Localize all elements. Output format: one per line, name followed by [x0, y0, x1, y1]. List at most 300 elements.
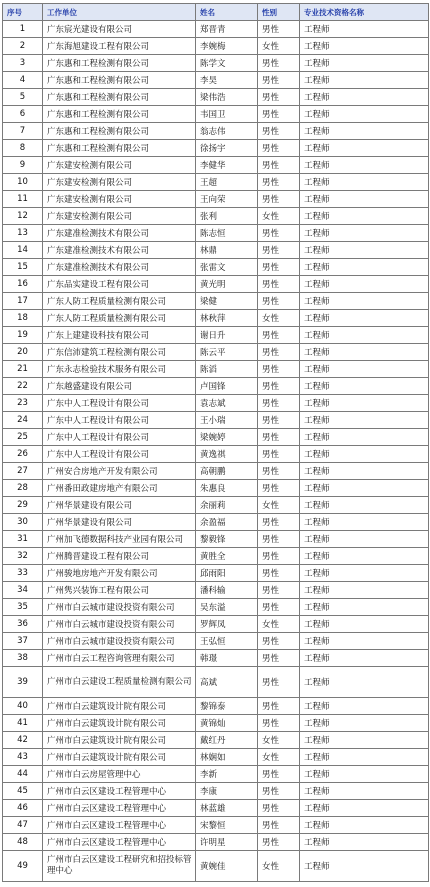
header-gender: 性别	[258, 4, 300, 21]
cell-unit: 广州市白云城市建设投资有限公司	[43, 599, 196, 616]
cell-unit: 广东惠和工程检测有限公司	[43, 140, 196, 157]
table-row	[3, 225, 429, 242]
cell-qualification: 工程师	[300, 616, 429, 633]
cell-name: 谢日升	[196, 327, 258, 344]
cell-unit: 广东建安检测有限公司	[43, 174, 196, 191]
cell-no: 32	[3, 548, 43, 565]
cell-qualification: 工程师	[300, 715, 429, 732]
cell-no: 44	[3, 766, 43, 783]
cell-gender: 男性	[258, 259, 300, 276]
cell-name: 潘科输	[196, 582, 258, 599]
cell-gender: 男性	[258, 480, 300, 497]
cell-name: 林蓝雄	[196, 800, 258, 817]
cell-qualification: 工程师	[300, 633, 429, 650]
cell-name: 陈云平	[196, 344, 258, 361]
table-row	[3, 698, 429, 715]
cell-gender: 男性	[258, 55, 300, 72]
cell-no: 43	[3, 749, 43, 766]
cell-gender: 男性	[258, 89, 300, 106]
cell-unit: 广东信沛建筑工程检测有限公司	[43, 344, 196, 361]
cell-unit: 广东人防工程质量检测有限公司	[43, 293, 196, 310]
cell-gender: 男性	[258, 361, 300, 378]
cell-gender: 女性	[258, 732, 300, 749]
cell-no: 36	[3, 616, 43, 633]
cell-no: 23	[3, 395, 43, 412]
cell-unit: 广州华景建设有限公司	[43, 497, 196, 514]
cell-no: 20	[3, 344, 43, 361]
cell-gender: 男性	[258, 783, 300, 800]
cell-name: 卢国锋	[196, 378, 258, 395]
cell-name: 王弘恒	[196, 633, 258, 650]
cell-qualification: 工程师	[300, 191, 429, 208]
table-row	[3, 616, 429, 633]
cell-gender: 女性	[258, 749, 300, 766]
cell-gender: 男性	[258, 412, 300, 429]
cell-qualification: 工程师	[300, 650, 429, 667]
cell-no: 24	[3, 412, 43, 429]
cell-no: 48	[3, 834, 43, 851]
cell-no: 42	[3, 732, 43, 749]
cell-no: 11	[3, 191, 43, 208]
cell-unit: 广东建准检测技术有限公司	[43, 225, 196, 242]
cell-name: 黎锦泰	[196, 698, 258, 715]
cell-no: 4	[3, 72, 43, 89]
cell-unit: 广东中人工程设计有限公司	[43, 429, 196, 446]
cell-name: 林鼎	[196, 242, 258, 259]
cell-qualification: 工程师	[300, 157, 429, 174]
cell-qualification: 工程师	[300, 225, 429, 242]
cell-gender: 女性	[258, 851, 300, 882]
cell-no: 40	[3, 698, 43, 715]
table-row	[3, 715, 429, 732]
cell-qualification: 工程师	[300, 582, 429, 599]
cell-name: 王向荣	[196, 191, 258, 208]
cell-name: 李新	[196, 766, 258, 783]
table-row	[3, 446, 429, 463]
cell-gender: 男性	[258, 21, 300, 38]
cell-name: 张雷文	[196, 259, 258, 276]
cell-name: 梁伟浩	[196, 89, 258, 106]
cell-unit: 广东建安检测有限公司	[43, 157, 196, 174]
cell-no: 1	[3, 21, 43, 38]
table-row	[3, 72, 429, 89]
cell-qualification: 工程师	[300, 480, 429, 497]
table-row	[3, 429, 429, 446]
cell-name: 李康	[196, 783, 258, 800]
cell-gender: 男性	[258, 463, 300, 480]
cell-unit: 广州市白云建筑设计院有限公司	[43, 749, 196, 766]
cell-unit: 广州华景建设有限公司	[43, 514, 196, 531]
cell-gender: 男性	[258, 599, 300, 616]
table-row	[3, 310, 429, 327]
cell-qualification: 工程师	[300, 599, 429, 616]
table-body	[3, 21, 429, 882]
cell-gender: 男性	[258, 817, 300, 834]
cell-qualification: 工程师	[300, 412, 429, 429]
cell-name: 李健华	[196, 157, 258, 174]
cell-name: 戴红丹	[196, 732, 258, 749]
table-row	[3, 582, 429, 599]
table-row	[3, 208, 429, 225]
cell-unit: 广东越盛建设有限公司	[43, 378, 196, 395]
cell-unit: 广州番田政建房地产有限公司	[43, 480, 196, 497]
table-row	[3, 361, 429, 378]
cell-no: 33	[3, 565, 43, 582]
cell-name: 黄光明	[196, 276, 258, 293]
table-row	[3, 174, 429, 191]
cell-qualification: 工程师	[300, 259, 429, 276]
table-row	[3, 276, 429, 293]
cell-qualification: 工程师	[300, 344, 429, 361]
cell-unit: 广东宸光建设有限公司	[43, 21, 196, 38]
table-row	[3, 157, 429, 174]
table-row	[3, 732, 429, 749]
cell-qualification: 工程师	[300, 310, 429, 327]
cell-unit: 广东惠和工程检测有限公司	[43, 55, 196, 72]
table-row	[3, 514, 429, 531]
cell-no: 17	[3, 293, 43, 310]
cell-gender: 女性	[258, 497, 300, 514]
cell-gender: 男性	[258, 242, 300, 259]
cell-name: 吴东溢	[196, 599, 258, 616]
cell-no: 6	[3, 106, 43, 123]
cell-no: 21	[3, 361, 43, 378]
table-row	[3, 851, 429, 882]
table-row	[3, 565, 429, 582]
cell-gender: 女性	[258, 616, 300, 633]
cell-gender: 男性	[258, 225, 300, 242]
cell-name: 陈志恒	[196, 225, 258, 242]
cell-name: 梁健	[196, 293, 258, 310]
cell-name: 韦国卫	[196, 106, 258, 123]
table-row	[3, 463, 429, 480]
cell-no: 19	[3, 327, 43, 344]
table-row	[3, 817, 429, 834]
cell-gender: 男性	[258, 157, 300, 174]
cell-no: 27	[3, 463, 43, 480]
cell-name: 宋黎恒	[196, 817, 258, 834]
cell-qualification: 工程师	[300, 667, 429, 698]
cell-unit: 广东品实建设工程有限公司	[43, 276, 196, 293]
cell-name: 李婉梅	[196, 38, 258, 55]
cell-gender: 男性	[258, 667, 300, 698]
cell-unit: 广东中人工程设计有限公司	[43, 395, 196, 412]
cell-unit: 广东惠和工程检测有限公司	[43, 72, 196, 89]
cell-gender: 男性	[258, 446, 300, 463]
cell-qualification: 工程师	[300, 38, 429, 55]
cell-qualification: 工程师	[300, 800, 429, 817]
table-row	[3, 599, 429, 616]
table-row	[3, 191, 429, 208]
cell-qualification: 工程师	[300, 497, 429, 514]
cell-qualification: 工程师	[300, 548, 429, 565]
cell-no: 37	[3, 633, 43, 650]
cell-name: 高斌	[196, 667, 258, 698]
cell-qualification: 工程师	[300, 395, 429, 412]
cell-qualification: 工程师	[300, 531, 429, 548]
cell-gender: 男性	[258, 514, 300, 531]
cell-gender: 男性	[258, 766, 300, 783]
cell-no: 46	[3, 800, 43, 817]
cell-name: 黄锦灿	[196, 715, 258, 732]
cell-unit: 广东中人工程设计有限公司	[43, 412, 196, 429]
cell-unit: 广州市白云工程咨询管理有限公司	[43, 650, 196, 667]
cell-qualification: 工程师	[300, 72, 429, 89]
cell-qualification: 工程师	[300, 89, 429, 106]
cell-gender: 男性	[258, 140, 300, 157]
header-name: 姓名	[196, 4, 258, 21]
table-row	[3, 378, 429, 395]
cell-no: 14	[3, 242, 43, 259]
qualification-table	[2, 3, 429, 882]
cell-gender: 男性	[258, 344, 300, 361]
cell-qualification: 工程师	[300, 174, 429, 191]
table-row	[3, 344, 429, 361]
cell-gender: 男性	[258, 395, 300, 412]
cell-name: 王小瑞	[196, 412, 258, 429]
cell-gender: 男性	[258, 276, 300, 293]
cell-name: 朱惠良	[196, 480, 258, 497]
qualification-list-sheet	[2, 3, 428, 882]
cell-unit: 广东建安检测有限公司	[43, 208, 196, 225]
cell-qualification: 工程师	[300, 242, 429, 259]
cell-no: 49	[3, 851, 43, 882]
cell-no: 47	[3, 817, 43, 834]
cell-qualification: 工程师	[300, 783, 429, 800]
table-row	[3, 531, 429, 548]
table-row	[3, 800, 429, 817]
cell-qualification: 工程师	[300, 21, 429, 38]
header-no: 序号	[3, 4, 43, 21]
cell-gender: 男性	[258, 191, 300, 208]
cell-unit: 广东建准检测技术有限公司	[43, 259, 196, 276]
cell-gender: 男性	[258, 582, 300, 599]
cell-qualification: 工程师	[300, 817, 429, 834]
cell-name: 林秋萍	[196, 310, 258, 327]
table-header-row	[3, 4, 429, 21]
cell-gender: 男性	[258, 633, 300, 650]
cell-qualification: 工程师	[300, 208, 429, 225]
cell-no: 41	[3, 715, 43, 732]
cell-qualification: 工程师	[300, 361, 429, 378]
table-row	[3, 412, 429, 429]
table-row	[3, 766, 429, 783]
cell-name: 邱雨阳	[196, 565, 258, 582]
cell-unit: 广州市白云房屋管理中心	[43, 766, 196, 783]
cell-name: 高朝鹏	[196, 463, 258, 480]
cell-name: 陈学文	[196, 55, 258, 72]
table-row	[3, 667, 429, 698]
cell-no: 18	[3, 310, 43, 327]
cell-unit: 广州市白云区建设工程管理中心	[43, 800, 196, 817]
cell-gender: 男性	[258, 531, 300, 548]
cell-name: 翁志伟	[196, 123, 258, 140]
cell-name: 梁婉婷	[196, 429, 258, 446]
cell-no: 29	[3, 497, 43, 514]
cell-unit: 广州市白云区建设工程管理中心	[43, 783, 196, 800]
cell-gender: 男性	[258, 715, 300, 732]
cell-name: 陈滔	[196, 361, 258, 378]
cell-qualification: 工程师	[300, 446, 429, 463]
cell-no: 16	[3, 276, 43, 293]
table-row	[3, 783, 429, 800]
table-row	[3, 293, 429, 310]
cell-qualification: 工程师	[300, 378, 429, 395]
table-row	[3, 650, 429, 667]
cell-no: 9	[3, 157, 43, 174]
cell-unit: 广东惠和工程检测有限公司	[43, 106, 196, 123]
cell-no: 22	[3, 378, 43, 395]
cell-name: 余丽莉	[196, 497, 258, 514]
cell-name: 黄胜全	[196, 548, 258, 565]
cell-no: 35	[3, 599, 43, 616]
cell-no: 3	[3, 55, 43, 72]
cell-gender: 男性	[258, 565, 300, 582]
table-row	[3, 834, 429, 851]
cell-gender: 男性	[258, 106, 300, 123]
table-row	[3, 55, 429, 72]
cell-no: 25	[3, 429, 43, 446]
cell-gender: 女性	[258, 310, 300, 327]
cell-unit: 广州市白云建设工程质量检测有限公司	[43, 667, 196, 698]
table-row	[3, 89, 429, 106]
cell-gender: 男性	[258, 72, 300, 89]
cell-name: 徐扬宇	[196, 140, 258, 157]
cell-no: 30	[3, 514, 43, 531]
cell-no: 38	[3, 650, 43, 667]
cell-gender: 女性	[258, 208, 300, 225]
cell-name: 余盈福	[196, 514, 258, 531]
table-row	[3, 548, 429, 565]
cell-name: 郑晋青	[196, 21, 258, 38]
cell-no: 39	[3, 667, 43, 698]
cell-unit: 广东中人工程设计有限公司	[43, 446, 196, 463]
cell-name: 许明星	[196, 834, 258, 851]
cell-unit: 广州市白云区建设工程管理中心	[43, 834, 196, 851]
table-row	[3, 633, 429, 650]
header-qualification: 专业技术资格名称	[300, 4, 429, 21]
cell-qualification: 工程师	[300, 463, 429, 480]
cell-qualification: 工程师	[300, 766, 429, 783]
cell-qualification: 工程师	[300, 123, 429, 140]
table-row	[3, 480, 429, 497]
cell-name: 黄婉佳	[196, 851, 258, 882]
cell-gender: 男性	[258, 174, 300, 191]
cell-name: 黎毅锋	[196, 531, 258, 548]
table-row	[3, 140, 429, 157]
cell-unit: 广州市白云区建设工程研究和招投标管理中心	[43, 851, 196, 882]
cell-name: 黄逸祺	[196, 446, 258, 463]
cell-no: 15	[3, 259, 43, 276]
cell-name: 林娴如	[196, 749, 258, 766]
cell-qualification: 工程师	[300, 565, 429, 582]
cell-qualification: 工程师	[300, 514, 429, 531]
cell-gender: 男性	[258, 429, 300, 446]
cell-unit: 广东建安检测有限公司	[43, 191, 196, 208]
cell-qualification: 工程师	[300, 327, 429, 344]
cell-unit: 广州骏地房地产开发有限公司	[43, 565, 196, 582]
cell-name: 张利	[196, 208, 258, 225]
cell-qualification: 工程师	[300, 276, 429, 293]
cell-gender: 女性	[258, 38, 300, 55]
cell-gender: 男性	[258, 698, 300, 715]
cell-qualification: 工程师	[300, 106, 429, 123]
table-row	[3, 38, 429, 55]
cell-unit: 广东惠和工程检测有限公司	[43, 89, 196, 106]
cell-name: 韩璟	[196, 650, 258, 667]
cell-no: 34	[3, 582, 43, 599]
cell-gender: 男性	[258, 834, 300, 851]
cell-qualification: 工程师	[300, 851, 429, 882]
cell-unit: 广州市白云建筑设计院有限公司	[43, 715, 196, 732]
cell-gender: 男性	[258, 548, 300, 565]
cell-name: 袁志斌	[196, 395, 258, 412]
cell-unit: 广东海旭建设工程有限公司	[43, 38, 196, 55]
cell-unit: 广州市白云建筑设计院有限公司	[43, 698, 196, 715]
cell-qualification: 工程师	[300, 140, 429, 157]
cell-qualification: 工程师	[300, 749, 429, 766]
cell-no: 7	[3, 123, 43, 140]
cell-no: 45	[3, 783, 43, 800]
cell-gender: 男性	[258, 378, 300, 395]
cell-gender: 男性	[258, 293, 300, 310]
cell-unit: 广东建准检测技术有限公司	[43, 242, 196, 259]
table-row	[3, 21, 429, 38]
cell-name: 王超	[196, 174, 258, 191]
cell-no: 13	[3, 225, 43, 242]
table-row	[3, 327, 429, 344]
cell-unit: 广东惠和工程检测有限公司	[43, 123, 196, 140]
cell-unit: 广州安合房地产开发有限公司	[43, 463, 196, 480]
cell-unit: 广州加飞德数据科技产业园有限公司	[43, 531, 196, 548]
table-row	[3, 395, 429, 412]
cell-qualification: 工程师	[300, 293, 429, 310]
cell-unit: 广州市白云建筑设计院有限公司	[43, 732, 196, 749]
cell-qualification: 工程师	[300, 834, 429, 851]
cell-no: 8	[3, 140, 43, 157]
cell-unit: 广州市白云城市建设投资有限公司	[43, 616, 196, 633]
cell-qualification: 工程师	[300, 55, 429, 72]
cell-no: 10	[3, 174, 43, 191]
cell-unit: 广东上建建设科技有限公司	[43, 327, 196, 344]
cell-no: 2	[3, 38, 43, 55]
table-row	[3, 242, 429, 259]
cell-unit: 广州隽兴装饰工程有限公司	[43, 582, 196, 599]
cell-gender: 男性	[258, 327, 300, 344]
cell-qualification: 工程师	[300, 429, 429, 446]
table-row	[3, 259, 429, 276]
cell-no: 5	[3, 89, 43, 106]
cell-gender: 男性	[258, 800, 300, 817]
cell-unit: 广东人防工程质量检测有限公司	[43, 310, 196, 327]
cell-unit: 广东永志检验技术服务有限公司	[43, 361, 196, 378]
table-row	[3, 497, 429, 514]
cell-unit: 广州市白云区建设工程管理中心	[43, 817, 196, 834]
table-row	[3, 749, 429, 766]
cell-gender: 男性	[258, 650, 300, 667]
cell-unit: 广州市白云城市建设投资有限公司	[43, 633, 196, 650]
cell-no: 26	[3, 446, 43, 463]
cell-no: 31	[3, 531, 43, 548]
cell-no: 28	[3, 480, 43, 497]
cell-name: 罗辉凤	[196, 616, 258, 633]
cell-qualification: 工程师	[300, 732, 429, 749]
header-unit: 工作单位	[43, 4, 196, 21]
cell-unit: 广州腾晋建设工程有限公司	[43, 548, 196, 565]
cell-name: 李昊	[196, 72, 258, 89]
table-row	[3, 106, 429, 123]
cell-gender: 男性	[258, 123, 300, 140]
